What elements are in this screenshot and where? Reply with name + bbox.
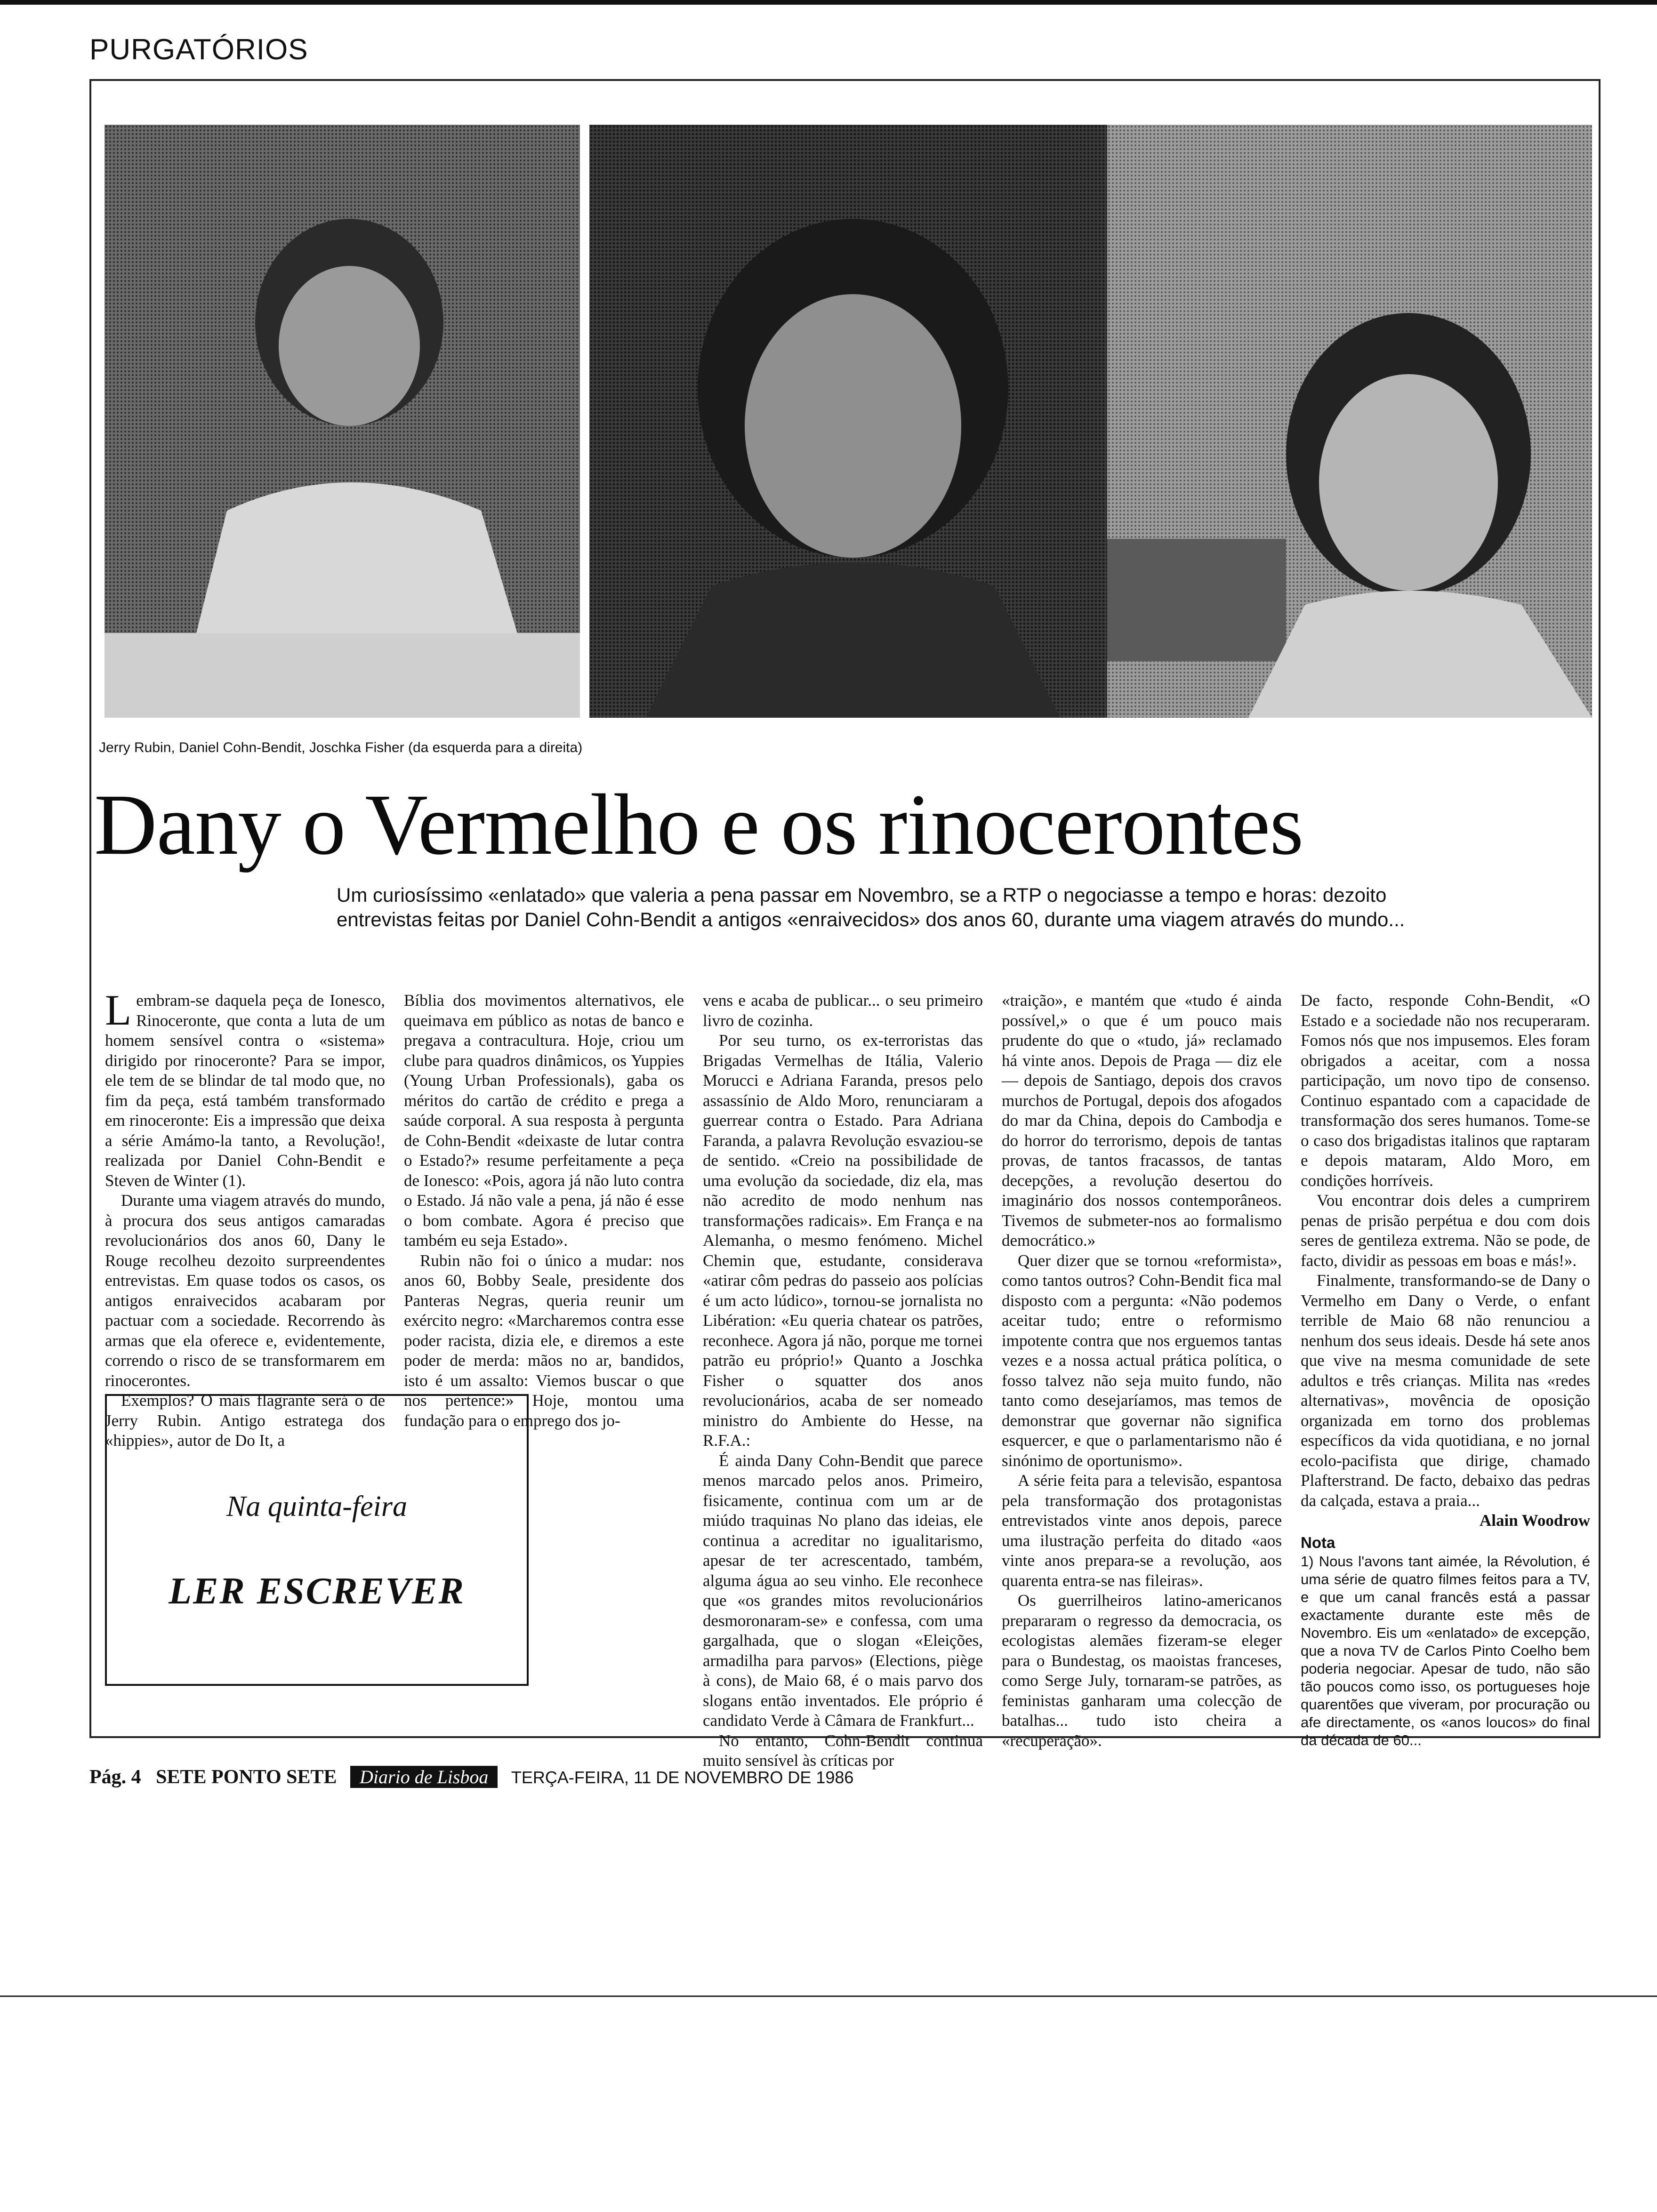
ler-escrever-logo: LER ESCREVER (169, 1571, 465, 1612)
bottom-rule (0, 1996, 1657, 1997)
column-3 (703, 991, 983, 1770)
issue-date: TERÇA-FEIRA, 11 DE NOVEMBRO DE 1986 (511, 1768, 854, 1787)
paragraph: Finalmente, transformando-se de Dany o Vermelho em Dany o Verde, o enfant terrible de Maio 68 não renunciou a nenhum dos seus ideais. Desde há sete anos que vive na mesma comunidade de sete adultos e três crianças. Milita nas «redes alternativas», movência de oposição organizada em torno dos problemas específicos da vida quotidiana, e no jornal ecolo-pacifista que dirige, chamado Plafterstrand. De facto, debaixo das pedras da calçada, estava a praia... (1301, 1271, 1590, 1510)
column-5 (1301, 991, 1590, 1748)
paragraph: vens e acaba de publicar... o seu primeiro livro de cozinha. (703, 991, 983, 1030)
section-label: PURGATÓRIOS (89, 33, 308, 66)
supplement-name: SETE PONTO SETE (156, 1766, 337, 1788)
promo-title: Na quinta-feira (226, 1491, 408, 1523)
column-4 (1002, 991, 1282, 1750)
paragraph: De facto, responde Cohn-Bendit, «O Estado e a sociedade não nos recuperaram. Fomos nós que nos impusemos. Eles foram obrigados a aceitar, com a nossa participação, um novo tipo de consenso. Continuo espantado com a capacidade de transformação dos seres humanos. Tome-se o caso dos brigadistas italinos que raptaram e depois mataram, Aldo Moro, em condições horríveis. (1301, 991, 1590, 1190)
paragraph: Exemplos? O mais flagrante será o de Jerry Rubin. Antigo estratega dos «hippies», autor de Do It, a (105, 1391, 385, 1450)
paragraph: Por seu turno, os ex-terroristas das Brigadas Vermelhas de Itália, Valerio Morucci e Adriana Faranda, presos pelo assassínio de Aldo Moro, renunciaram a guerrear contra o Estado. Para Adriana Faranda, a palavra Revolução esvaziou-se de sentido. «Creio na possibilidade de uma evolução da sociedade, diz ela, mas não acredito de modo nenhum nas transformações radicais». Em França e na Alemanha, o mesmo fenómeno. Michel Chemin que, estudante, considerava «atirar côm pedras do passeio aos polícias é um acto lúdico», tornou-se jornalista no Libération: «Eu queria chatear os patrões, reconhece. Agora já não, porque me tornei patrão eu próprio!» Quanto a Joschka Fisher o squatter dos anos revolucionários, acaba de ser nomeado ministro do Ambiente do Hesse, na R.F.A.: (703, 1031, 983, 1450)
note-heading: Nota (1301, 1533, 1335, 1551)
paragraph: Vou encontrar dois deles a cumprirem penas de prisão perpétua e dou com dois seres de gentileza extrema. Não se pode, de facto, dividir as pessoas em boas e más!». (1301, 1191, 1590, 1270)
drop-cap: L (105, 986, 132, 1034)
column-1 (105, 986, 385, 1450)
paragraph: Lembram-se daquela peça de Ionesco, Rinoceronte, que conta a luta de um homem sensível contra o «sistema» dirigido por rinoceronte? Para se impor, ele tem de se blindar de tal modo que, no fim da peça, está também transformado em rinoceronte: Eis a impressão que deixa a série Amámo-la tanto, a Revolução!, realizada por Daniel Cohn-Bendit e Steven de Winter (1). (105, 986, 385, 1190)
paragraph: É ainda Dany Cohn-Bendit que parece menos marcado pelos anos. Primeiro, fisicamente, continua com um ar de miúdo traquinas No plano das ideias, ele continua a acreditar no igualitarismo, apesar de ter acrescentado, também, alguma água ao seu vinho. Ele reconhece que «os grandes mitos revolucionários desmoronaram-se» e confessa, com uma gargalhada, que o slogan «Eleições, armadilha para parvos» (Elections, piège à cons), de Maio 68, é o mais parvo dos slogans então inventados. Ele próprio é candidato Verde à Câmara de Frankfurt... (703, 1451, 983, 1730)
paragraph: Os guerrilheiros latino-americanos prepararam o regresso da democracia, os ecologistas alemães fizeram-se eleger para o Bundestag, os maoistas franceses, como Serge July, tornaram-se patrões, as feministas ganharam uma colecção de batalhas... tudo isto cheira a «recuperação». (1002, 1591, 1282, 1750)
paragraph: A série feita para a televisão, espantosa pela transformação dos protagonistas entrevistados vinte anos depois, parece uma ilustração perfeita do ditado «aos vinte anos prepara-se a revolução, aos quarenta entra-se nas fileiras». (1002, 1471, 1282, 1590)
paragraph: Rubin não foi o único a mudar: nos anos 60, Bobby Seale, presidente dos Panteras Negras, queria reunir um exército negro: «Marcharemos contra esse poder racista, dizia ele, e diremos a este poder de merda: mãos no ar, bandidos, isto é um assalto: Viemos buscar o que nos pertence:» Hoje, montou uma fundação para o emprego dos jo- (404, 1251, 684, 1430)
page-footer (89, 1766, 853, 1788)
paragraph: Durante uma viagem através do mundo, à procura dos seus antigos camaradas revolucionários dos anos 60, Dany le Rouge recolheu dezoito surpreendentes entrevistas. Em quase todos os casos, os antigos enraivecidos acabaram por pactuar com a sociedade. Recorrendo às armas que ela oferece e, evidentemente, correndo o risco de se transformarem em rinocerontes. (105, 1191, 385, 1390)
photo-jerry-rubin (105, 125, 580, 718)
column-2 (404, 991, 684, 1430)
headline: Dany o Vermelho e os rinocerontes (94, 777, 1303, 873)
top-rule (0, 0, 1657, 5)
promo-box (105, 1394, 529, 1686)
standfirst: Um curiosíssimo «enlatado» que valeria a pena passar em Novembro, se a RTP o negociasse a tempo e horas: dezoito entrevistas feitas por Daniel Cohn-Bendit a antigos «enraivecidos» dos anos 60, durante uma viagem através do mundo... (337, 884, 1405, 930)
photo-joschka-fisher (1107, 125, 1592, 718)
paragraph: Bíblia dos movimentos alternativos, ele queimava em público as notas de banco e pregava a contracultura. Hoje, criou um clube para quadros dinâmicos, os Yuppies (Young Urban Professionals), gaba os méritos do cartão de crédito e prega a saúde corporal. A sua resposta à pergunta de Cohn-Bendit «deixaste de lutar contra o Estado?» resume perfeitamente a peça de Ionesco: «Pois, agora já não luto contra o Estado. Já não vale a pena, já não é esse o bom combate. Agora é preciso que também eu seja Estado». (404, 991, 684, 1250)
page-number: Pág. 4 (89, 1766, 141, 1788)
newspaper-masthead: Diario de Lisboa (350, 1766, 498, 1788)
photo-caption: Jerry Rubin, Daniel Cohn-Bendit, Joschka Fisher (da esquerda para a direita) (99, 740, 583, 755)
paragraph: Quer dizer que se tornou «reformista», como tantos outros? Cohn-Bendit fica mal disposto com a pergunta: «Não podemos aceitar tudo; entre o reformismo impotente contra que nos erguemos tantas vezes e a nossa actual prática política, o fosso talvez não seja muito fundo, não tanto como desejaríamos, mas temos de demonstrar que governar não significa esquercer, e que o parlamentarismo não é sinónimo de oportunismo». (1002, 1251, 1282, 1470)
paragraph: No entanto, Cohn-Bendit continua muito sensível às críticas por (703, 1731, 983, 1770)
author-byline: Alain Woodrow (1479, 1511, 1590, 1530)
paragraph: «traição», e mantém que «tudo é ainda possível,» o que é um pouco mais prudente do que o «tudo, já» reclamado há vinte anos. Depois de Praga — diz ele — depois de Santiago, depois dos cravos murchos de Portugal, depois dos afogados do mar da China, depois do Cambodja e do horror do terrorismo, depois de tantas provas, de tantos fracassos, de tantas decepções, a revolução desertou do imaginário dos nossos contemporâneos. Tivemos de submeter-nos ao formalismo democrático.» (1002, 991, 1282, 1250)
photo-daniel-cohn-bendit (589, 125, 1107, 718)
footnote: 1) Nous l'avons tant aimée, la Révolution, é uma série de quatro filmes feitos para a TV, e que um canal francês está a passar exactamente durante este mês de Novembro. Eis um «enlatado» de excepção, que a nova TV de Carlos Pinto Coelho bem poderia negociar. Apesar de tudo, não são tão poucos como isso, os portugueses hoje quarentões que viveram, por procuração ou afe directamente, os «anos loucos» do final da década de 60... (1301, 1553, 1590, 1748)
